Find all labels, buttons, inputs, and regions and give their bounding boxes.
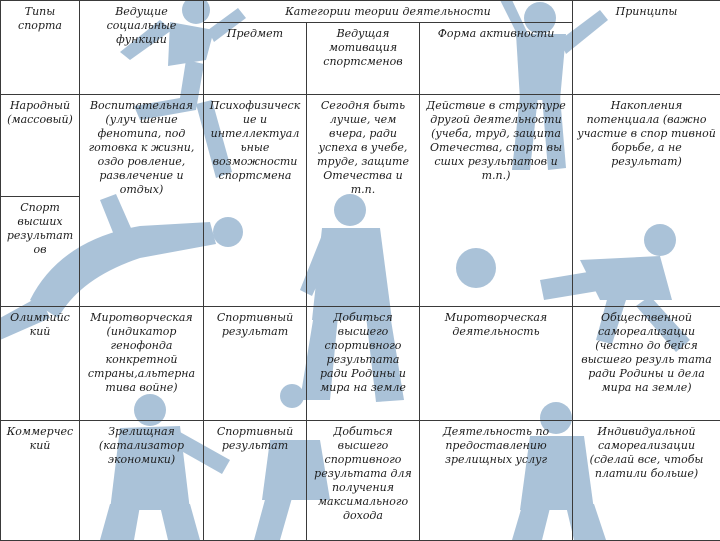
- header-principles: Принципы: [573, 1, 720, 95]
- row-folk-principle: Накопления потенциала (важно участие в спор тивной борьбе, а не результат): [573, 95, 720, 307]
- table-row: [1, 421, 720, 541]
- row-commercial-principle: Индивидуальной самореализации (сделай все, чтобы платили больше): [573, 421, 720, 541]
- row-olympic-type: Олимпийс кий: [1, 307, 80, 421]
- header-motivation: Ведущая мотивация спортсменов: [307, 23, 420, 95]
- row-commercial-activity: Деятельность по предоставлению зрелищных услуг: [420, 421, 573, 541]
- row-olympic-subject: Спортивный результат: [204, 307, 307, 421]
- header-social-functions: Ведущие социальные функции: [80, 1, 204, 95]
- row-folk-function: Воспитательная (улуч шение фенотипа, под готовка к жизни, оздо ровление, развлечение и отдых): [80, 95, 204, 307]
- row-olympic-function: Миротворческая (индикатор генофонда конкретной страны,альтерна тива войне): [80, 307, 204, 421]
- row-folk-motivation: Сегодня быть лучше, чем вчера, ради успеха в учебе, труде, защите Отечества и т.п.: [307, 95, 420, 307]
- table-row: [1, 95, 720, 197]
- header-sport-types: Типы спорта: [1, 1, 80, 95]
- row-folk-activity: Действие в структуре другой деятельности (учеба, труд, защита Отечества, спорт вы сших результатов и т.п.): [420, 95, 573, 307]
- row-commercial-type: Коммерчес кий: [1, 421, 80, 541]
- row-commercial-subject: Спортивный результат: [204, 421, 307, 541]
- row-folk-type: Народный (массовый): [1, 95, 80, 197]
- header-activity-form: Форма активности: [420, 23, 573, 95]
- row-elite-type: Спорт высших результат ов: [1, 197, 80, 307]
- row-folk-subject: Психофизическ ие и интеллектуал ьные возможности спортсмена: [204, 95, 307, 307]
- row-olympic-activity: Миротворческая деятельность: [420, 307, 573, 421]
- header-subject: Предмет: [204, 23, 307, 95]
- row-olympic-principle: Общественной самореализации (честно до бейся высшего резуль тата ради Родины и дела мира на земле): [573, 307, 720, 421]
- row-olympic-motivation: Добиться высшего спортивного результата ради Родины и мира на земле: [307, 307, 420, 421]
- table-row: [1, 307, 720, 421]
- row-commercial-motivation: Добиться высшего спортивного результата для получения максимального дохода: [307, 421, 420, 541]
- row-commercial-function: Зрелищная (катализатор экономики): [80, 421, 204, 541]
- header-categories: Категории теории деятельности: [204, 1, 573, 23]
